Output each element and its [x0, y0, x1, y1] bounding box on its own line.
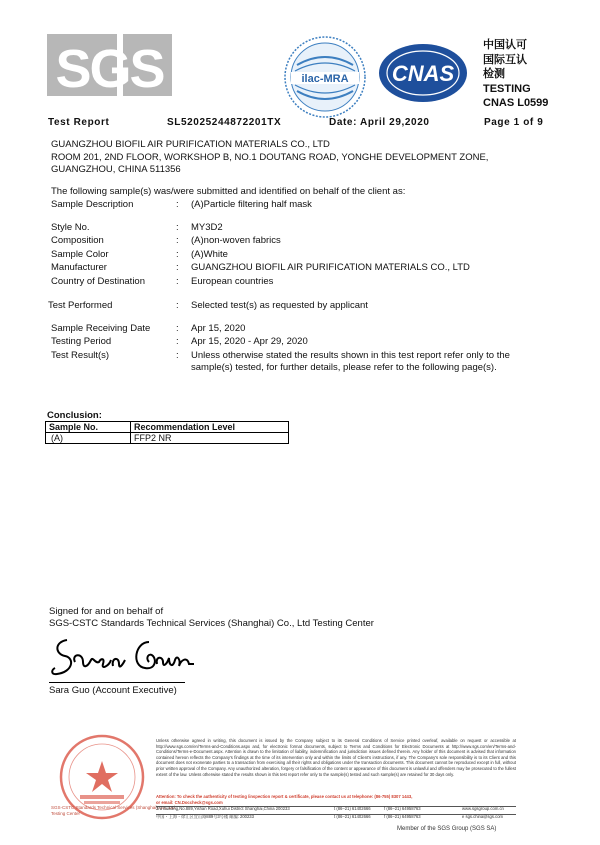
table-header: Recommendation Level: [131, 422, 289, 433]
cnas-accreditation-text: 中国认可 国际互认 检测 TESTING CNAS L0599: [483, 39, 549, 109]
table-header-row: [46, 422, 289, 433]
field-value: European countries: [191, 276, 274, 287]
footer-web[interactable]: www.sgsgroup.com.cn: [462, 806, 504, 811]
field-value: (A)non-woven fabrics: [191, 235, 281, 246]
client-address-line1: ROOM 201, 2ND FLOOR, WORKSHOP B, NO.1 DOUTANG ROAD, YONGHE DEVELOPMENT ZONE,: [51, 151, 489, 163]
footer-tel-en: t (86–21) 61402666: [334, 806, 371, 811]
footer-address-en: 3rd Building,No.889,Yishan Road,Xuhui District Shanghai,China 200233: [156, 806, 290, 811]
sgs-group-member: Member of the SGS Group (SGS SA): [397, 826, 497, 832]
field-colon: :: [176, 350, 179, 361]
signer-name: Sara Guo (Account Executive): [49, 685, 177, 696]
table-cell: FFP2 NR: [131, 433, 289, 444]
footer-fax-cn: f (86–21) 64958763: [384, 814, 421, 819]
field-label: Composition: [51, 235, 104, 246]
terms-fine-print: Unless otherwise agreed in writing, this document is issued by the Company subject to its General Conditions of Service printed overleaf, available on request or accessible at http://www.sgs.com/en/Terms-and-Conditions.aspx and, for electronic format documents, subject to Terms and Conditions for Electronic Documents at http://www.sgs.com/en/Terms-and-Conditions/Terms-e-Document.aspx. Attention is drawn to the limitation of liability, indemnification and jurisdiction issues defined therein. Any holder of this document is advised that information contained hereon reflects the Company's findings at the time of its intervention only and within the limits of Client's instructions, if any. The Company's sole responsibility is to its Client and this document does not exonerate parties to a transaction from exercising all their rights and obligations under the transaction documents. This document cannot be reproduced except in full, without prior written approval of the Company. Any unauthorized alteration, forgery or falsification of the content or appearance of this document is unlawful and offenders may be prosecuted to the fullest extent of the law. Unless otherwise stated the results shown in this test report refer only to the sample(s) tested and such sample(s) are retained for 30 days only.: [156, 738, 516, 777]
field-label: Country of Destination: [51, 276, 145, 287]
conclusion-title: Conclusion:: [47, 410, 102, 421]
field-value: GUANGZHOU BIOFIL AIR PURIFICATION MATERIALS CO., LTD: [191, 262, 470, 273]
signature-block: [49, 606, 374, 630]
field-label: Sample Color: [51, 249, 109, 260]
field-value: (A)White: [191, 249, 228, 260]
field-label: Testing Period: [51, 336, 112, 347]
sgs-logo: SGS: [47, 34, 172, 96]
footer-fax-en: f (86–21) 64958763: [384, 806, 421, 811]
field-colon: :: [176, 235, 179, 246]
field-value-continued: sample(s) tested, for further details, please refer to the following page(s).: [191, 362, 497, 373]
report-date: Date: April 29,2020: [329, 117, 430, 128]
signature-line: [49, 682, 185, 683]
page-indicator: Page 1 of 9: [484, 117, 544, 128]
field-colon: :: [176, 249, 179, 260]
field-value: (A)Particle filtering half mask: [191, 199, 312, 210]
field-colon: :: [176, 300, 179, 311]
conclusion-table: [45, 421, 289, 444]
signed-on-behalf: Signed for and on behalf of: [49, 606, 164, 617]
footer-address-cn: 中国・上海・徐汇区宜山路889号3号楼 邮编: 200233: [156, 814, 254, 819]
field-colon: :: [176, 336, 179, 347]
svg-text:ilac-MRA: ilac-MRA: [301, 73, 349, 85]
field-label: Test Result(s): [51, 350, 110, 361]
cnas-logo: [377, 42, 469, 104]
authenticity-notice: Attention: To check the authenticity of testing /inspection report & certificate, please contact us at telephone: (86-755) 8307 1443,: [156, 794, 413, 799]
field-colon: :: [176, 199, 179, 210]
table-cell: (A): [46, 433, 131, 444]
client-block: [51, 139, 488, 177]
client-address-line2: GUANGZHOU, CHINA 511356: [51, 164, 181, 175]
report-number: SL52025244872201TX: [167, 117, 282, 128]
svg-text:CNAS: CNAS: [391, 61, 455, 86]
signing-organization: SGS-CSTC Standards Technical Services (Shanghai) Co., Ltd Testing Center: [49, 618, 374, 629]
field-value: Apr 15, 2020: [191, 323, 246, 334]
field-label: Test Performed: [48, 300, 113, 311]
client-name: GUANGZHOU BIOFIL AIR PURIFICATION MATERIALS CO., LTD: [51, 139, 330, 150]
field-value: Selected test(s) as requested by applicant: [191, 300, 368, 311]
field-label: Manufacturer: [51, 262, 107, 273]
field-colon: :: [176, 323, 179, 334]
field-value: Unless otherwise stated the results shown in this test report refer only to the: [191, 350, 510, 361]
field-value: MY3D2: [191, 222, 223, 233]
footer-tel-cn: t (86–21) 61402666: [334, 814, 371, 819]
table-row: [46, 433, 289, 444]
field-colon: :: [176, 276, 179, 287]
field-label: Style No.: [51, 222, 90, 233]
table-header: Sample No.: [46, 422, 131, 433]
field-label: Sample Description: [51, 199, 134, 210]
handwritten-signature: [49, 630, 199, 680]
field-label: Sample Receiving Date: [51, 323, 151, 334]
intro-text: The following sample(s) was/were submitted and identified on behalf of the client as:: [51, 186, 406, 197]
report-label: Test Report: [48, 117, 110, 128]
ilac-mra-logo: [283, 35, 367, 119]
field-value: Apr 15, 2020 - Apr 29, 2020: [191, 336, 308, 347]
check-email: or email: CN.Doccheck@sgs.com: [156, 800, 223, 805]
field-colon: :: [176, 262, 179, 273]
stamp-company-text: SGS-CSTC Standards Technical Services (Shanghai) Co., Ltd. Testing Center: [51, 805, 176, 816]
field-colon: :: [176, 222, 179, 233]
footer-email[interactable]: e sgs.china@sgs.com: [462, 814, 504, 819]
